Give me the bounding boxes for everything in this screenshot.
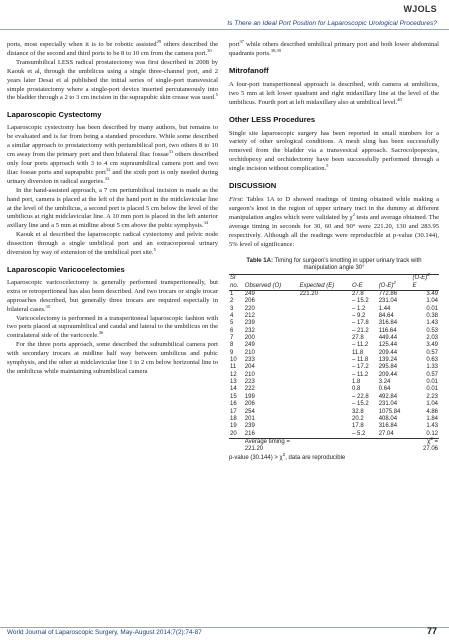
table-row: [229, 350, 439, 357]
paragraph: Kaouk et al described the laparoscopic radical cystectomy and pelvic node dissection through a single umbilical port and an extracorporeal urinary diversion by way of extension of the umbilical port site.$^5$: [7, 231, 218, 257]
table-cell: 1.43: [426, 423, 438, 430]
paragraph: Varicocelectomy is performed in a transperitoneal laparoscopic fashion with two ports placed at supraumbilical and caudal and lateral to the umbilicus on the contralateral side of the varicocele.$^{36}$: [7, 314, 218, 340]
table-cell: 0.57: [426, 371, 438, 378]
table-cell: 221.20: [299, 291, 318, 297]
table-cell: [299, 306, 351, 313]
table-cell: 10: [230, 357, 237, 364]
column-header: E: [412, 283, 439, 291]
table-cell: [299, 298, 351, 305]
table-cell: [299, 313, 351, 320]
column-header: Expected (E): [299, 283, 351, 291]
table-cell: 206: [244, 401, 255, 408]
left-column: [7, 38, 218, 377]
journal-abbreviation: WJOLS: [403, 4, 437, 14]
table-cell: 233: [244, 357, 255, 364]
table-cell: 3: [230, 305, 234, 312]
table-cell: 0.38: [426, 313, 438, 320]
table-cell: 223: [244, 379, 255, 386]
table-cell: 295.84: [378, 364, 398, 371]
table-cell: [299, 342, 351, 349]
table-cell: – 21.2: [351, 327, 369, 334]
table-cell: 0.12: [412, 431, 439, 439]
table-row: [229, 320, 439, 327]
table-cell: 20.2: [351, 415, 364, 422]
table-cell: 7: [230, 335, 234, 342]
table-cell: 8: [230, 342, 234, 349]
table-cell: [299, 416, 351, 423]
table-cell: 1.04: [426, 298, 438, 305]
table-cell: 0.57: [426, 349, 438, 356]
section-heading-mitrofanoff: Mitrofanoff: [229, 65, 269, 75]
table-cell: 239: [244, 320, 255, 327]
table-cell: 212: [244, 313, 255, 320]
table-cell: [299, 328, 351, 335]
table-cell: 449.44: [378, 335, 398, 342]
table-cell: 3.49: [426, 291, 438, 297]
table-row: [229, 306, 439, 313]
table-cell: 772.86: [378, 291, 398, 297]
table-cell: 9: [230, 349, 234, 356]
table-cell: 11.8: [351, 349, 364, 356]
paragraph: A four-port transperitoneal approach is described, with camera at umbilicus, two 5 mm at left lower quadrant and right midaxillary line at the level of the umbilicus. Fourth port at left midaxillary also at umbilical level.$^{40}$: [229, 80, 439, 106]
table-cell: 16: [230, 401, 237, 408]
table-cell: 27.04: [378, 431, 412, 439]
page-number: 77: [426, 626, 437, 636]
table-row: [229, 298, 439, 305]
footer-divider: [0, 627, 449, 628]
table-cell: 2.23: [426, 393, 438, 400]
table-cell: – 9.2: [351, 313, 366, 320]
table-cell: [299, 350, 351, 357]
table-row: [229, 394, 439, 401]
table-1a: [229, 258, 439, 462]
table-row: [229, 357, 439, 364]
table-cell: 1.84: [426, 415, 438, 422]
table-row: [229, 364, 439, 371]
table-cell: – 11.8: [351, 357, 369, 364]
footer-citation: World Journal of Laparoscopic Surgery, May-August 2014;7(2):74-87: [7, 629, 202, 636]
table-cell: [299, 372, 351, 379]
table-cell: 231.04: [378, 401, 398, 408]
table-row: [229, 386, 439, 393]
table-cell: 1.8: [351, 379, 361, 386]
table-cell: [299, 394, 351, 401]
paragraph: Laparoscopic varicocelectomy is generally performed transperitoneally, but extra or retroperitoneal has also been described. And two trocars or single trocar approaches described, but generally three trocars are required especially in bilateral cases.$^{35}$: [7, 278, 218, 313]
chi-label: $\chi^2$ =: [427, 435, 438, 445]
table-cell: 6: [230, 327, 234, 334]
table-cell: 201: [244, 415, 255, 422]
table-cell: 222: [244, 386, 255, 393]
section-heading-cystectomy: Laparoscopic Cystectomy: [7, 110, 102, 120]
table-cell: 316.84: [378, 320, 398, 327]
table-row: [229, 335, 439, 342]
table-cell: 316.84: [378, 423, 398, 430]
table-cell: [299, 431, 351, 439]
paragraph: port$^{37}$ while others described umbilical primary port and both lower abdominal quadrants ports.$^{38,39}$: [229, 38, 439, 57]
table-cell: 0.01: [426, 305, 438, 312]
column-header: Sl: [229, 275, 244, 283]
table-cell: 239: [244, 423, 255, 430]
table-cell: [299, 401, 351, 408]
table-cell: 4.86: [426, 408, 438, 415]
table-cell: 2: [230, 298, 234, 305]
table-cell: – 15.2: [351, 401, 369, 408]
table-cell: 216: [244, 431, 299, 439]
table-cell: 0.01: [426, 386, 438, 393]
table-cell: [299, 409, 351, 416]
section-heading-other-less: Other LESS Procedures: [229, 114, 316, 124]
table-cell: [299, 364, 351, 371]
table-cell: – 17.8: [351, 320, 369, 327]
table-cell: 1: [230, 291, 234, 297]
table-cell: 17.8: [351, 423, 364, 430]
table-cell: 209.44: [378, 349, 398, 356]
table-cell: 206: [244, 298, 255, 305]
table-row: [229, 416, 439, 423]
table-cell: 14: [230, 386, 237, 393]
column-header: O-E: [351, 283, 378, 291]
table-cell: 5: [230, 320, 234, 327]
table-cell: – 22.8: [351, 393, 369, 400]
table-row: [229, 431, 439, 439]
table-cell: [299, 320, 351, 327]
table-cell: 249: [244, 291, 255, 297]
table-cell: 27.8: [351, 335, 364, 342]
table-cell: 199: [244, 393, 255, 400]
table-cell: 3.49: [426, 342, 438, 349]
table-cell: 210: [244, 349, 255, 356]
column-header: Observed (O): [244, 283, 299, 291]
column-header: $(O-E)^2$: [412, 275, 439, 283]
section-heading-discussion: DISCUSSION: [229, 181, 277, 191]
table-cell: 11: [230, 364, 237, 371]
table-cell: 15: [230, 393, 237, 400]
running-title: Is There an Ideal Port Position for Laparoscopic Urological Procedures?: [227, 20, 437, 27]
paragraph: For the three ports approach, some described the subumbilical camera port with secondary trocars at midline half way between umbilicus and pubic symphysis, and the other at midclavicular line 1 to 2 cm below horizontal line to the umbilicus while maintaining subumbilical camera: [7, 341, 218, 375]
table-row: [229, 342, 439, 349]
column-header: no.: [229, 283, 244, 291]
chi-total: 27.06: [422, 446, 438, 453]
paragraph: Laparoscopic cystectomy has been described by many authors, but remains to be evaluated and is far from being a standard procedure. While some described a similar approach to prostatectomy with periumbilical port, two others 8 to 10 cm away from the primary port and then bilateral iliac fossae$^{31}$ others described only four ports approach with 3 to 4 cm supraumbilical camera port and two iliac fossae ports and suprapubic port$^{32}$ and the sixth port is only needed during urinary diversion in radical surgeries.$^{33}$: [7, 124, 218, 185]
table-cell: 0.01: [426, 379, 438, 386]
table-cell: 12: [230, 371, 237, 378]
table-cell: 20: [229, 431, 244, 439]
average-value: 221.20: [244, 446, 264, 453]
table-cell: 204: [244, 364, 255, 371]
table-cell: 27.8: [351, 291, 364, 297]
table-cell: 1.43: [426, 320, 438, 327]
header-divider: [0, 29, 449, 30]
table-cell: – 17.2: [351, 364, 369, 371]
table-row: [229, 328, 439, 335]
table-cell: – 11.2: [351, 342, 369, 349]
table-cell: 232: [244, 327, 255, 334]
table-cell: 2.03: [426, 335, 438, 342]
table-caption: Table 1A: Timing for surgeon’s knotting in upper urinary track with manipulation angle 30°: [246, 257, 422, 271]
table-cell: 209.44: [378, 371, 398, 378]
paragraph: In the hand-assisted approach, a 7 cm periumbilical incision is made as the hand port, camera is placed at the left of the hand port in the midclavicular line at the level of the umbilicus, a second port is placed 5 cm below the level of the umbilicus at right midclavicular line. A 10 mm port is placed in the left anterior axillary line and a 5 mm at midline about 5 cm above the pubic symphysis.$^{34}$: [7, 186, 218, 230]
table-row: [229, 401, 439, 408]
table-cell: 1075.84: [378, 408, 401, 415]
table-cell: 231.04: [378, 298, 398, 305]
table-cell: 13: [230, 379, 237, 386]
table-cell: [299, 335, 351, 342]
table-row: [229, 313, 439, 320]
right-column: [229, 38, 439, 462]
paragraph: Transumbilical LESS radical prostatectomy was first described in 2008 by Kaouk et al, through the umbilicus using a single three-channel port, and 2 years later Desai et al published the initial series of single-port transvesical simple prostatectomy where a single-port device inserted percutaneously into the bladder through a 2 to 3 cm incision in the suprapubic skin crease was used.$^5$: [7, 58, 218, 102]
paragraph: ports, most especially when it is to be robotic assisted$^{29}$ others described the distance of the second and third ports to be 8 to 10 cm from the camera port.$^{30}$: [7, 38, 218, 57]
table-cell: [299, 423, 351, 430]
table-cell: 408.04: [378, 415, 398, 422]
table-cell: 492.84: [378, 393, 398, 400]
table-cell: 0.53: [426, 327, 438, 334]
table-cell: 3.24: [378, 379, 391, 386]
table-row: [229, 372, 439, 379]
table-cell: – 11.2: [351, 371, 369, 378]
table-cell: 17: [230, 408, 237, 415]
table-cell: 1.44: [378, 305, 391, 312]
column-header: $(O-E)^2$: [378, 283, 412, 291]
table-cell: 0.63: [426, 357, 438, 364]
table-cell: 0.8: [351, 386, 361, 393]
table-cell: 249: [244, 342, 255, 349]
table-cell: 18: [230, 415, 237, 422]
table-cell: 210: [244, 371, 255, 378]
paragraph: First: Tables 1A to D showed readings of timing obtained while making a surgeon’s knot in the region of upper urinary tract in the dummy at different manipulation angles which were validated by $\chi^2$ tests and average obtained. The average timing in seconds for 30, 60 and 90° were 221.20, 130 and 283.95 respectively. Although all the readings were reproducible at p-value (30.144), 5% level of significance:: [229, 196, 439, 248]
table-cell: – 5.2: [351, 431, 378, 439]
table-cell: 254: [244, 408, 255, 415]
table-cell: – 15.2: [351, 298, 369, 305]
table-cell: 139.24: [378, 357, 398, 364]
table-cell: 116.64: [378, 327, 397, 334]
table-cell: 84.64: [378, 313, 394, 320]
table-cell: [299, 379, 351, 386]
table-cell: 200: [244, 335, 255, 342]
table-note: p-value $(30.144) > \chi^2$, data are reproducible: [229, 451, 346, 461]
table-cell: 4: [230, 313, 234, 320]
table-cell: [299, 386, 351, 393]
section-heading-varicocelectomies: Laparoscopic Varicocelectomies: [7, 264, 125, 274]
table-cell: 1.33: [426, 364, 438, 371]
table-row: [229, 409, 439, 416]
paragraph: Single site laparoscopic surgery has been reported in small numbers for a variety of other urological conditions. A mesh sling has been successfully removed from the bladder via a transvesical approach. Sacrocolpopexies, orchidopexy and orchidectomy have been successfully performed through a single incision without complication.$^5$: [229, 129, 439, 173]
table-row: [229, 291, 439, 299]
table-row: [229, 379, 439, 386]
average-label: Average timing =: [244, 438, 290, 445]
table-row: [229, 423, 439, 430]
table-cell: 32.8: [351, 408, 364, 415]
table-cell: 19: [230, 423, 237, 430]
table-cell: 0.64: [378, 386, 391, 393]
table-cell: 125.44: [378, 342, 398, 349]
table-cell: – 1.2: [351, 305, 366, 312]
table-cell: [299, 357, 351, 364]
table-cell: 1.04: [426, 401, 438, 408]
table-cell: 220: [244, 305, 255, 312]
data-table: [229, 274, 439, 453]
